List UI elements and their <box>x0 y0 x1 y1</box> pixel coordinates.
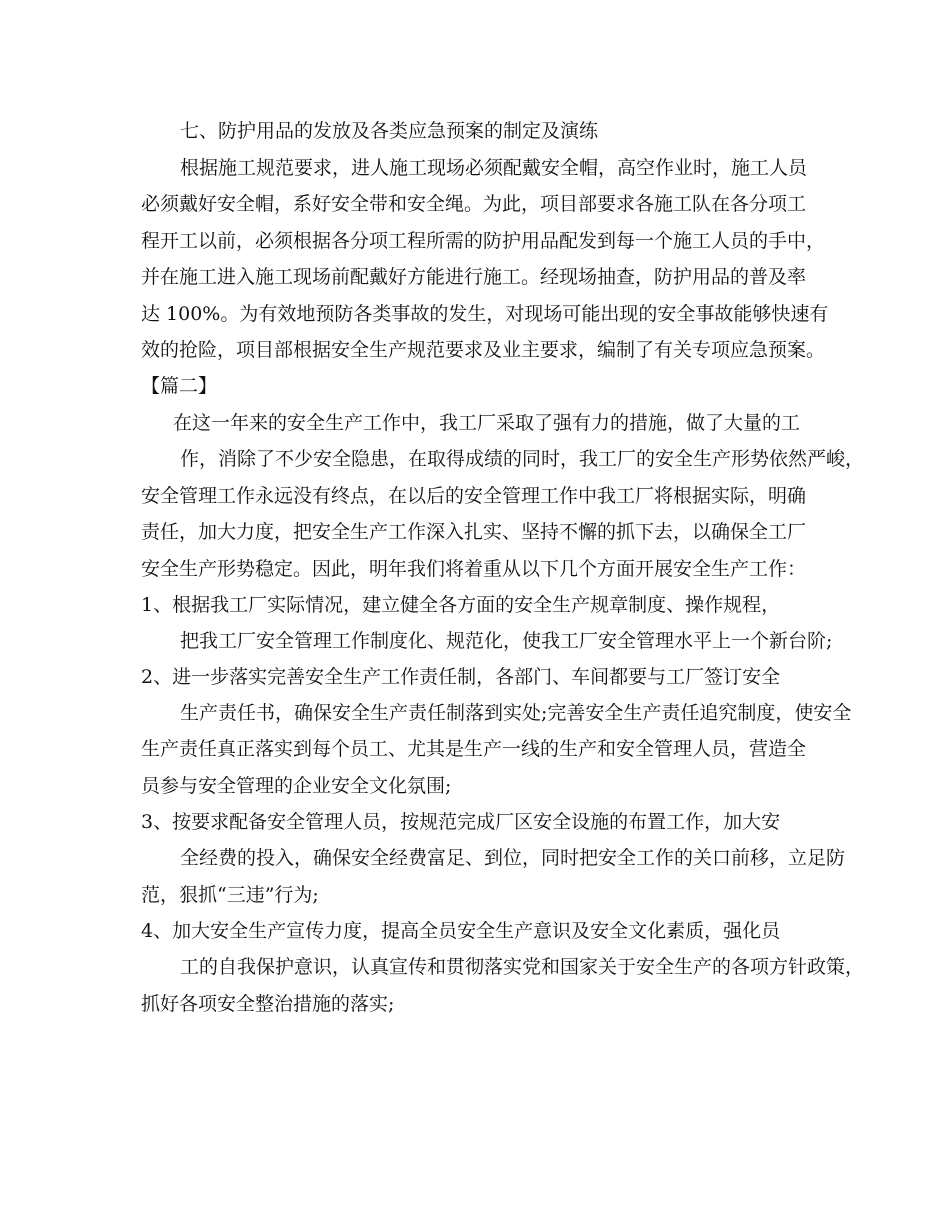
list-item-3-line: 全经费的投入，确保安全经费富足、到位，同时把安全工作的关口前移，立足防 <box>180 847 846 869</box>
paragraph-line: 并在施工进入施工现场前配戴好方能进行施工。经现场抽查，防护用品的普及率 <box>141 266 807 288</box>
section-heading: 七、防护用品的发放及各类应急预案的制定及演练 <box>180 120 599 142</box>
paragraph-line: 责任，加大力度，把安全生产工作深入扎实、坚持不懈的抓下去，以确保全工厂 <box>141 521 807 543</box>
paragraph-line: 效的抢险，项目部根据安全生产规范要求及业主要求，编制了有关专项应急预案。 <box>141 339 826 361</box>
paragraph-line: 安全管理工作永远没有终点，在以后的安全管理工作中我工厂将根据实际，明确 <box>141 485 807 507</box>
list-item-2-line: 员参与安全管理的企业安全文化氛围; <box>141 775 452 797</box>
list-item-2-line: 生产责任书，确保安全生产责任制落到实处;完善安全生产责任追究制度，使安全 <box>180 702 852 724</box>
list-item-4-line: 抓好各项安全整治措施的落实; <box>141 993 395 1015</box>
list-item-1-line: 把我工厂安全管理工作制度化、规范化，使我工厂安全管理水平上一个新台阶; <box>180 630 833 652</box>
paragraph-line: 安全生产形势稳定。因此，明年我们将着重从以下几个方面开展安全生产工作： <box>141 558 807 580</box>
list-item-1-line: 2、进一步落实完善安全生产工作责任制，各部门、车间都要与工厂签订安全 <box>141 666 781 688</box>
list-item-2-line: 生产责任真正落实到每个员工、尤其是生产一线的生产和安全管理人员，营造全 <box>141 738 807 760</box>
list-item-2-line: 3、按要求配备安全管理人员，按规范完成厂区安全设施的布置工作，加大安 <box>141 811 781 833</box>
list-item-3-line: 范，狠抓“三违”行为; <box>141 884 319 906</box>
list-item-3-line: 4、加大安全生产宣传力度，提高全员安全生产意识及安全文化素质，强化员 <box>141 920 781 942</box>
paragraph-line: 作，消除了不少安全隐患，在取得成绩的同时，我工厂的安全生产形势依然严峻， <box>180 448 865 470</box>
paragraph-line: 程开工以前，必须根据各分项工程所需的防护用品配发到每一个施工人员的手中， <box>141 230 826 252</box>
paragraph-line: 达 100%。为有效地预防各类事故的发生，对现场可能出现的安全事故能够快速有 <box>141 303 829 325</box>
list-item-4-line: 工的自我保护意识，认真宣传和贯彻落实党和国家关于安全生产的各项方针政策， <box>180 956 865 978</box>
paragraph-line: 必须戴好安全帽，系好安全带和安全绳。为此，项目部要求各施工队在各分项工 <box>141 193 807 215</box>
part-heading: 在这一年来的安全生产工作中，我工厂采取了强有力的措施，做了大量的工 <box>173 412 801 434</box>
paragraph-line: 根据施工规范要求，进人施工现场必须配戴安全帽，高空作业时，施工人员 <box>180 157 808 179</box>
paragraph-line: 【篇二】 <box>141 375 218 397</box>
paragraph-line: 1、根据我工厂实际情况，建立健全各方面的安全生产规章制度、操作规程， <box>141 594 781 616</box>
